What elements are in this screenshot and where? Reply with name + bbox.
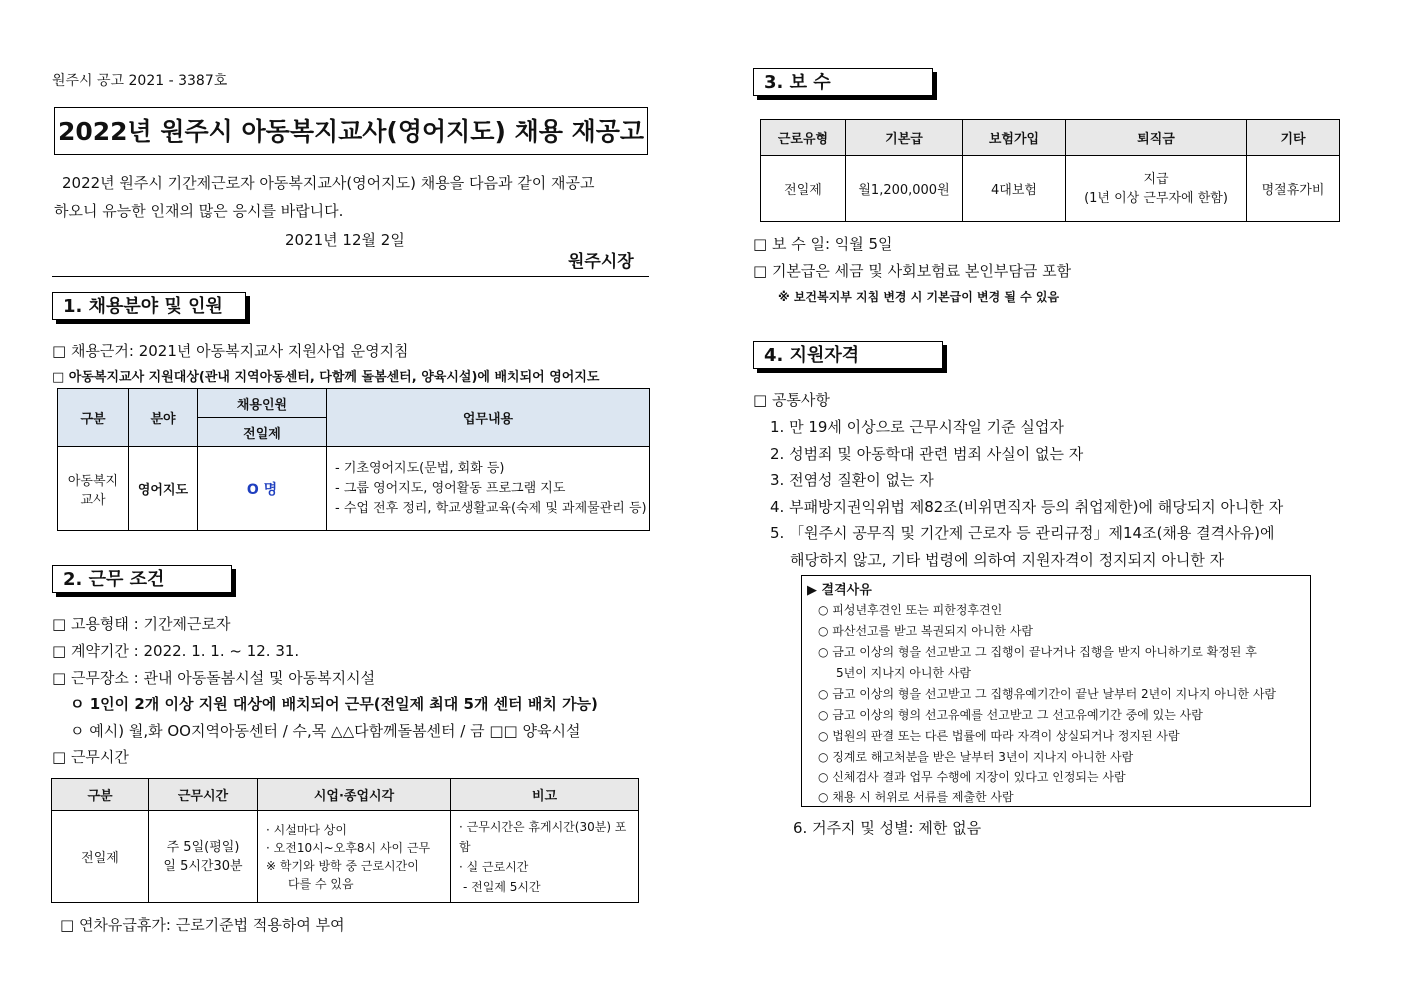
page-title: 2022년 원주시 아동복지교사(영어지도) 채용 재공고: [54, 107, 648, 155]
sec2-assignment: ㅇ 1인이 2개 이상 지원 대상에 배치되어 근무(전일제 최대 5개 센터 배치 가능): [70, 695, 598, 713]
duty-1: - 기초영어지도(문법, 회화 등): [335, 460, 505, 476]
qual-4: 4. 부패방지권익위법 제82조(비위면직자 등의 취업제한)에 해당되지 아니한 자: [770, 498, 1284, 516]
cell-pay-type: 전일제: [761, 156, 846, 222]
disq-7: ○ 징계로 해고처분을 받은 날부터 3년이 지나지 아니한 사람: [818, 750, 1134, 764]
pay-table: [760, 119, 1340, 222]
wh-note-1: · 근무시간은 휴게시간(30분) 포함: [459, 819, 627, 854]
cell-wh-type: 전일제: [52, 811, 149, 903]
severance-cond: (1년 이상 근무자에 한함): [1084, 190, 1228, 206]
issuer: 원주시장: [568, 252, 634, 272]
cell-pay-severance: [1066, 156, 1247, 222]
section-3-heading: 3. 보 수: [753, 68, 933, 96]
duty-2: - 그룹 영어지도, 영어활동 프로그램 지도: [335, 480, 566, 496]
wh-time-3: ※ 학기와 방학 중 근로시간이: [266, 858, 419, 873]
disq-9: ○ 채용 시 허위로 서류를 제출한 사람: [818, 790, 1014, 804]
wh-note-3: - 전일제 5시간: [463, 879, 541, 894]
th-pay-insurance: 보험가입: [963, 120, 1066, 156]
cell-count: O 명: [198, 447, 327, 531]
th-wh-time: 시업·종업시각: [258, 779, 451, 811]
qual-3: 3. 전염성 질환이 없는 자: [770, 471, 934, 489]
work-hours-table: [51, 778, 639, 903]
disq-1: ○ 피성년후견인 또는 피한정후견인: [818, 603, 1003, 617]
qual-1: 1. 만 19세 이상으로 근무시작일 기준 실업자: [770, 418, 1064, 436]
qual-2: 2. 성범죄 및 아동학대 관련 범죄 사실이 없는 자: [770, 445, 1084, 463]
cell-pay-other: 명절휴가비: [1247, 156, 1340, 222]
disq-6: ○ 법원의 판결 또는 다른 법률에 따라 자격이 상실되거나 정지된 사람: [818, 729, 1180, 743]
sec3-base-note: □ 기본급은 세금 및 사회보험료 본인부담금 포함: [753, 262, 1072, 280]
sec2-work-hours: □ 근무시간: [52, 748, 129, 766]
th-pay-severance: 퇴직금: [1066, 120, 1247, 156]
sec4-common: □ 공통사항: [753, 391, 830, 409]
section-2-heading: 2. 근무 조건: [52, 565, 232, 593]
sec1-target: □ 아동복지교사 지원대상(관내 지역아동센터, 다함께 돌봄센터, 양육시설)에 배치되어 영어지도: [52, 370, 600, 385]
duty-3: - 수업 전후 정리, 학교생활교육(숙제 및 과제물관리 등): [335, 500, 647, 516]
cell-wh-note: [451, 811, 639, 903]
disq-5: ○ 금고 이상의 형의 선고유예를 선고받고 그 선고유예기간 중에 있는 사람: [818, 708, 1203, 722]
disq-4: ○ 금고 이상의 형을 선고받고 그 집행유예기간이 끝난 날부터 2년이 지나지 아니한 사람: [818, 687, 1277, 701]
th-fulltime: 전일제: [198, 418, 327, 447]
notice-date: 2021년 12월 2일: [285, 231, 405, 249]
intro-line-2: 하오니 유능한 인재의 많은 응시를 바랍니다.: [54, 202, 344, 220]
qual-6: 6. 거주지 및 성별: 제한 없음: [793, 819, 982, 837]
th-count: 채용인원: [198, 389, 327, 418]
severance-pay: 지급: [1143, 171, 1169, 187]
wh-time-2: · 오전10시~오후8시 사이 근무: [266, 840, 431, 855]
th-pay-other: 기타: [1247, 120, 1340, 156]
sec2-example: ㅇ 예시) 월,화 OO지역아동센터 / 수,목 △△다함께돌봄센터 / 금 □□ 양육시설: [70, 722, 581, 740]
sec2-workplace: □ 근무장소 : 관내 아동돌봄시설 및 아동복지시설: [52, 669, 376, 687]
th-wh-note: 비고: [451, 779, 639, 811]
sec2-employment-type: □ 고용형태 : 기간제근로자: [52, 615, 231, 633]
th-wh-type: 구분: [52, 779, 149, 811]
th-pay-type: 근로유형: [761, 120, 846, 156]
sec3-change-note: ※ 보건복지부 지침 변경 시 기본급이 변경 될 수 있음: [778, 290, 1060, 304]
disq-3a: ○ 금고 이상의 형을 선고받고 그 집행이 끝나거나 집행을 받지 아니하기로 확정된 후: [818, 645, 1257, 659]
wh-note-2: · 실 근로시간: [459, 859, 529, 874]
sec1-basis: □ 채용근거: 2021년 아동복지교사 지원사업 운영지침: [52, 342, 409, 360]
sec2-annual-leave: □ 연차유급휴가: 근로기준법 적용하여 부여: [60, 916, 345, 934]
intro-line-1: 2022년 원주시 기간제근로자 아동복지교사(영어지도) 채용을 다음과 같이 재공고: [62, 174, 595, 192]
th-duty: 업무내용: [327, 389, 650, 447]
cell-duty: [327, 447, 650, 531]
recruit-table: [57, 388, 650, 531]
notice-number: 원주시 공고 2021 - 3387호: [52, 73, 228, 89]
qual-5a: 5. 「원주시 공무직 및 기간제 근로자 등 관리규정」제14조(채용 결격사유)에: [770, 524, 1275, 542]
th-type: 구분: [58, 389, 129, 447]
cell-pay-insurance: 4대보험: [963, 156, 1066, 222]
section-1-heading: 1. 채용분야 및 인원: [52, 292, 246, 320]
sec3-payday: □ 보 수 일: 익월 5일: [753, 235, 893, 253]
cell-wh-hours: [149, 811, 258, 903]
th-field: 분야: [129, 389, 198, 447]
cell-pay-base: 월1,200,000원: [846, 156, 963, 222]
cell-field: 영어지도: [129, 447, 198, 531]
disq-8: ○ 신체검사 결과 업무 수행에 지장이 있다고 인정되는 사람: [818, 770, 1126, 784]
section-4-heading: 4. 지원자격: [753, 341, 943, 369]
wh-time-4: 다를 수 있음: [288, 876, 354, 891]
qual-5b: 해당하지 않고, 기타 법령에 의하여 지원자격이 정지되지 아니한 자: [790, 551, 1225, 569]
wh-time-1: · 시설마다 상이: [266, 822, 347, 837]
sec2-contract-period: □ 계약기간 : 2022. 1. 1. ~ 12. 31.: [52, 642, 300, 660]
divider: [52, 276, 649, 277]
th-pay-base: 기본급: [846, 120, 963, 156]
cell-type: 아동복지 교사: [58, 447, 129, 531]
disq-2: ○ 파산선고를 받고 복권되지 아니한 사람: [818, 624, 1034, 638]
disqualification-box: [801, 575, 1311, 807]
disq-title: ▶ 결격사유: [807, 583, 872, 598]
disq-3b: 5년이 지나지 아니한 사람: [836, 666, 971, 680]
wh-days: 주 5일(평일): [166, 839, 240, 855]
cell-wh-time: [258, 811, 451, 903]
wh-daily: 일 5시간30분: [163, 858, 243, 874]
th-wh-hours: 근무시간: [149, 779, 258, 811]
